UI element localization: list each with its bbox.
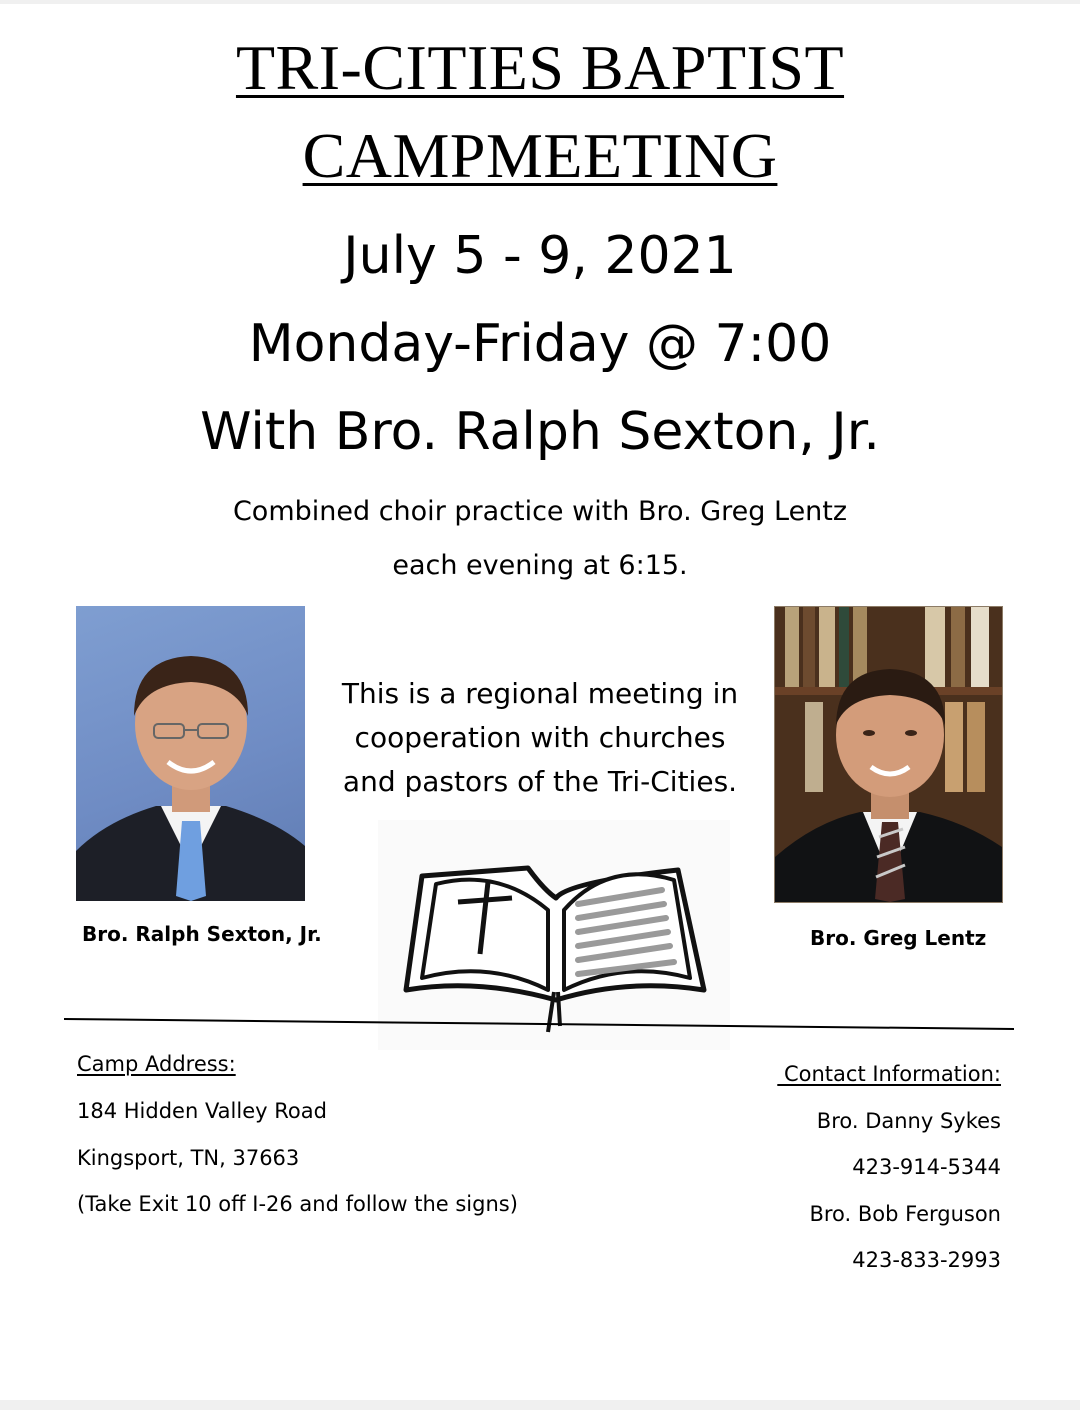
contact-phone-2: 423-833-2993: [852, 1248, 1001, 1272]
camp-city: Kingsport, TN, 37663: [77, 1146, 300, 1170]
top-band: [0, 0, 1080, 4]
event-schedule: Monday-Friday @ 7:00: [248, 314, 832, 374]
photo-greg-lentz: [774, 606, 1003, 903]
title-line-2: CAMPMEETING: [302, 120, 778, 191]
open-bible-with-cross-icon: [378, 820, 730, 1050]
caption-ralph-sexton: Bro. Ralph Sexton, Jr.: [82, 922, 322, 946]
portrait-illustration-right: [775, 607, 1002, 902]
regional-line-2: cooperation with churches: [354, 721, 726, 754]
contact-name-2: Bro. Bob Ferguson: [809, 1202, 1001, 1226]
regional-line-3: and pastors of the Tri-Cities.: [342, 765, 738, 798]
camp-address-heading: Camp Address:: [77, 1052, 236, 1076]
event-dates: July 5 - 9, 2021: [343, 226, 737, 286]
regional-line-1: This is a regional meeting in: [341, 677, 739, 710]
bottom-band: [0, 1400, 1080, 1410]
portrait-illustration-left: [76, 606, 305, 901]
caption-greg-lentz: Bro. Greg Lentz: [810, 926, 987, 950]
camp-street: 184 Hidden Valley Road: [77, 1099, 327, 1123]
contact-phone-1: 423-914-5344: [852, 1155, 1001, 1179]
contact-name-1: Bro. Danny Sykes: [816, 1109, 1001, 1133]
title-line-1: TRI-CITIES BAPTIST: [235, 32, 845, 103]
contact-heading: Contact Information:: [777, 1062, 1001, 1086]
photo-ralph-sexton: [76, 606, 305, 901]
featured-speaker: With Bro. Ralph Sexton, Jr.: [200, 402, 880, 462]
camp-directions: (Take Exit 10 off I-26 and follow the signs): [77, 1192, 518, 1216]
choir-line-2: each evening at 6:15.: [392, 550, 688, 581]
choir-line-1: Combined choir practice with Bro. Greg Lentz: [232, 496, 848, 527]
